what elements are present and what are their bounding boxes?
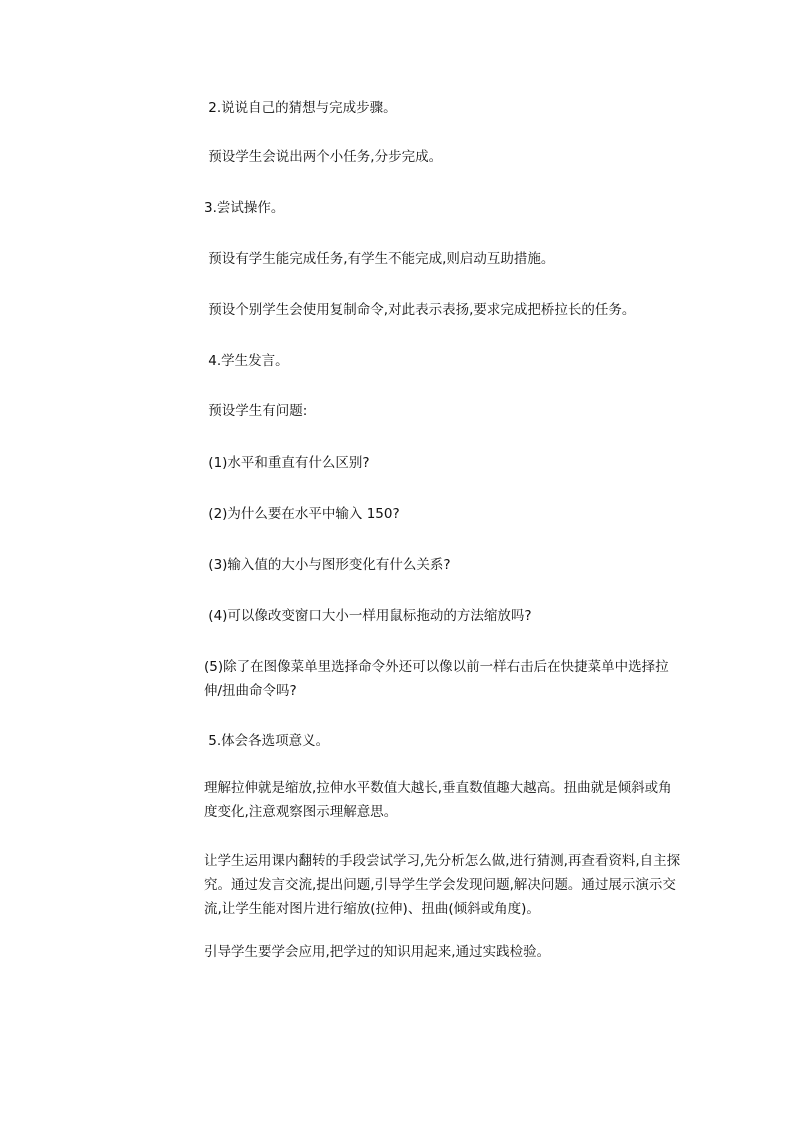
paragraph-question-1: (1)水平和重直有什么区别? <box>204 455 370 471</box>
paragraph-preset-two-tasks: 预设学生会说出两个小任务,分步完成。 <box>204 149 443 165</box>
paragraph-stretch-skew-explanation: 理解拉伸就是缩放,拉伸水平数值大越长,垂直数值趣大越高。扭曲就是倾斜或角度变化,注意观察图示理解意思。 <box>204 780 672 820</box>
paragraph-question-2: (2)为什么要在水平中输入 150? <box>204 506 400 522</box>
paragraph-question-3: (3)输入值的大小与图形变化有什么关系? <box>204 557 451 573</box>
paragraph-question-4: (4)可以像改变窗口大小一样用鼠标拖动的方法缩放吗? <box>204 608 532 624</box>
paragraph-step-4: 4.学生发言。 <box>204 353 289 369</box>
paragraph-preset-mutual-help: 预设有学生能完成任务,有学生不能完成,则启动互助措施。 <box>204 251 555 267</box>
paragraph-step-3: 3.尝试操作。 <box>204 200 285 216</box>
paragraph-question-5: (5)除了在图像菜单里选择命令外还可以像以前一样右击后在快捷菜单中选择拉伸/扭曲命令吗? <box>204 659 669 699</box>
paragraph-preset-copy-command: 预设个别学生会使用复制命令,对此表示表扬,要求完成把桥拉长的任务。 <box>204 302 636 318</box>
paragraph-preset-questions: 预设学生有问题: <box>204 403 308 419</box>
paragraph-step-2: 2.说说自己的猜想与完成步骤。 <box>204 100 397 116</box>
paragraph-application-guidance: 引导学生要学会应用,把学过的知识用起来,通过实践检验。 <box>204 944 551 960</box>
paragraph-step-5: 5.体会各选项意义。 <box>204 733 330 749</box>
paragraph-teaching-summary: 让学生运用课内翻转的手段尝试学习,先分析怎么做,进行猜测,再查看资料,自主探究。通过发言交流,提出问题,引导学生学会发现问题,解决问题。通过展示演示交流,让学生能对图片进行缩放(拉伸)、扭曲(倾斜或角度)。 <box>204 853 681 917</box>
